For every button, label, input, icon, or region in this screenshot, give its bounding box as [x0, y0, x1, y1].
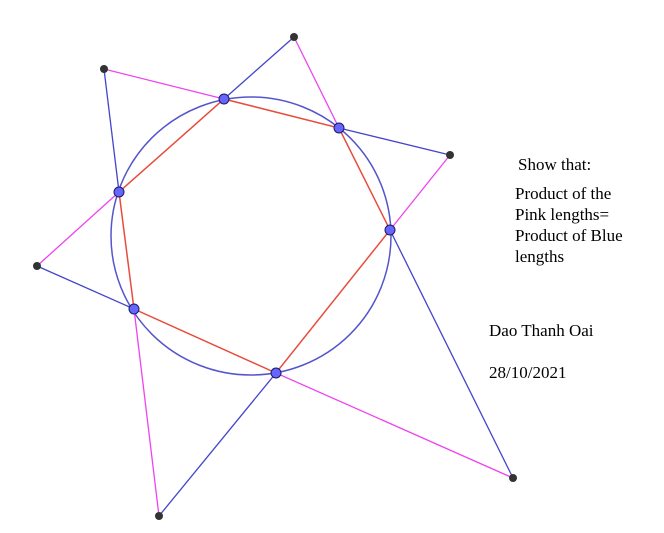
statement-line: lengths [515, 247, 565, 266]
circle-point[interactable] [114, 187, 124, 197]
blue-line-2 [339, 128, 450, 155]
title-text: Show that: [518, 155, 592, 174]
pink-line-4 [276, 373, 513, 478]
outer-vertex[interactable] [155, 512, 163, 520]
statement-text [515, 183, 623, 267]
outer-vertex[interactable] [100, 65, 108, 73]
pink-line-3 [390, 155, 450, 230]
pink-line-2 [294, 37, 339, 128]
pink-line-6 [37, 192, 119, 266]
blue-lines [37, 37, 513, 516]
pink-line-5 [134, 309, 159, 516]
circle-point[interactable] [219, 94, 229, 104]
outer-vertex[interactable] [33, 262, 41, 270]
statement-line: Product of Blue [515, 226, 623, 245]
circle-point[interactable] [334, 123, 344, 133]
circumcircle [111, 97, 391, 375]
statement-line: Product of the [515, 184, 612, 203]
statement-line: Pink lengths= [515, 205, 610, 224]
date-text: 28/10/2021 [489, 363, 567, 382]
pink-line-1 [104, 69, 224, 99]
outer-vertex[interactable] [446, 151, 454, 159]
blue-line-5 [37, 266, 134, 309]
circle-point[interactable] [271, 368, 281, 378]
circle-point[interactable] [129, 304, 139, 314]
blue-line-6 [104, 69, 119, 192]
inscribed-hexagon [119, 99, 390, 373]
blue-line-1 [224, 37, 294, 99]
author-name: Dao Thanh Oai [489, 321, 594, 340]
circle-points [114, 94, 395, 378]
outer-vertex[interactable] [290, 33, 298, 41]
outer-vertex[interactable] [509, 474, 517, 482]
blue-line-4 [159, 373, 276, 516]
circle-point[interactable] [385, 225, 395, 235]
blue-line-3 [390, 230, 513, 478]
